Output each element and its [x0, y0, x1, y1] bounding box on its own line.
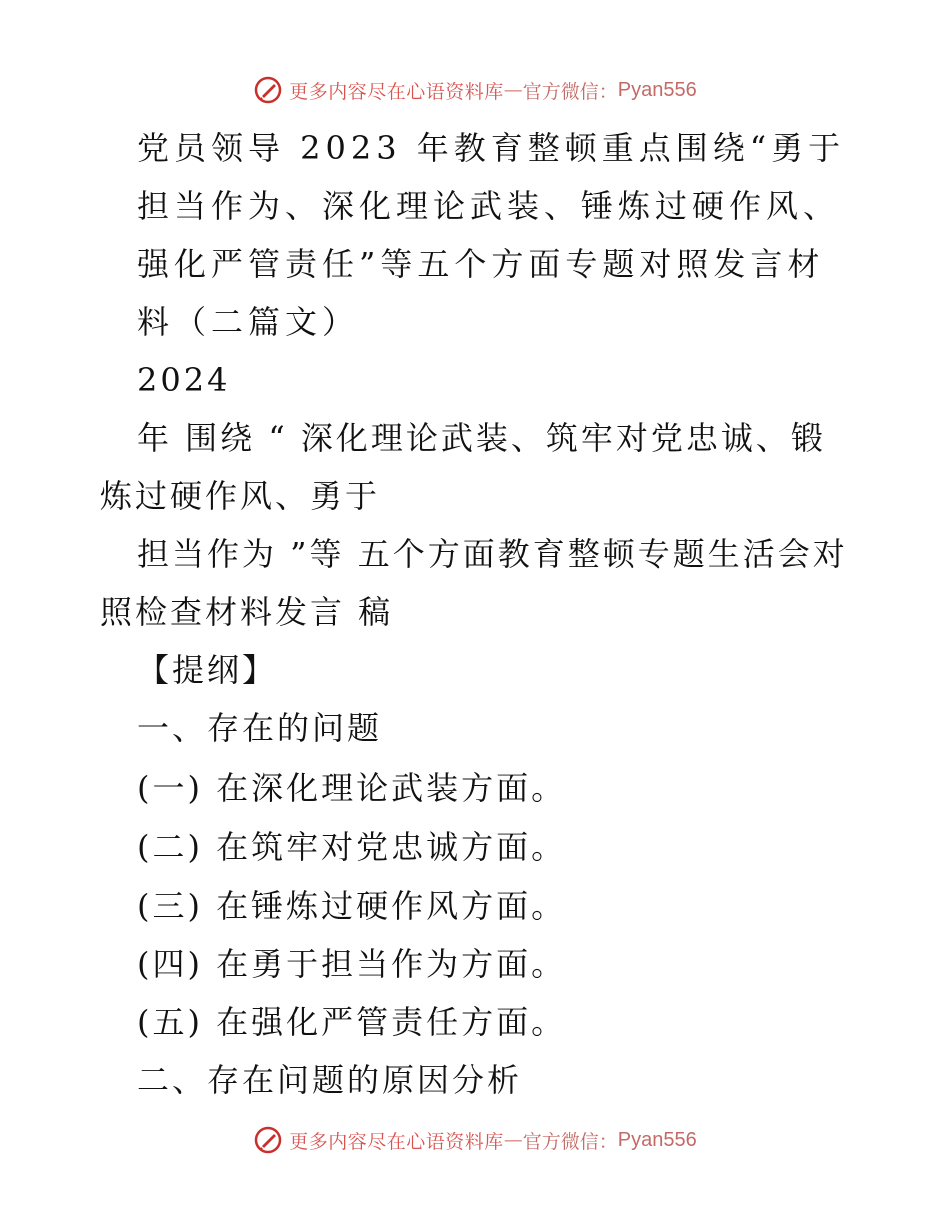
year-line: 2024: [137, 361, 231, 399]
banner-wechat-id: Pyan556: [617, 1128, 697, 1151]
title-line-2: 担当作为、深化理论武装、锤炼过硬作风、: [137, 187, 841, 225]
subtitle-line-4: 照检查材料发言 稿: [100, 593, 394, 631]
banner-wechat-id: Pyan556: [617, 78, 697, 101]
outline-item-4: (四) 在勇于担当作为方面。: [137, 945, 567, 983]
pen-logo-icon: [253, 1125, 283, 1155]
title-line-3: 强化严管责任”等五个方面专题对照发言材: [137, 245, 825, 283]
outline-item-2: (二) 在筑牢对党忠诚方面。: [137, 828, 567, 866]
subtitle-line-1: 年 围绕 “ 深化理论武装、筑牢对党忠诚、锻: [137, 419, 826, 457]
banner-text: 更多内容尽在心语资料库: [289, 1130, 504, 1153]
title-line-1: 党员领导 2023 年教育整顿重点围绕“勇于: [137, 129, 846, 167]
subtitle-line-2: 炼过硬作风、勇于: [100, 477, 381, 515]
subtitle-line-3: 担当作为 ”等 五个方面教育整顿专题生活会对: [137, 535, 848, 573]
banner-wechat-label: 官方微信：: [522, 80, 618, 103]
banner-separator: —: [503, 79, 523, 101]
footer-watermark-banner: [0, 1120, 950, 1160]
outline-item-1: (一) 在深化理论武装方面。: [137, 769, 567, 807]
banner-text: 更多内容尽在心语资料库: [289, 80, 504, 103]
pen-logo-icon: [253, 75, 283, 105]
section-heading-1: 一、存在的问题: [137, 709, 383, 747]
header-watermark-banner: [0, 70, 950, 110]
outline-label: 【提纲】: [137, 651, 278, 689]
outline-item-3: (三) 在锤炼过硬作风方面。: [137, 887, 567, 925]
outline-item-5: (五) 在强化严管责任方面。: [137, 1003, 567, 1041]
banner-wechat-label: 官方微信：: [522, 1130, 618, 1153]
title-line-4: 料（二篇文）: [137, 303, 360, 341]
banner-separator: —: [503, 1129, 523, 1151]
section-heading-2: 二、存在问题的原因分析: [137, 1061, 523, 1099]
